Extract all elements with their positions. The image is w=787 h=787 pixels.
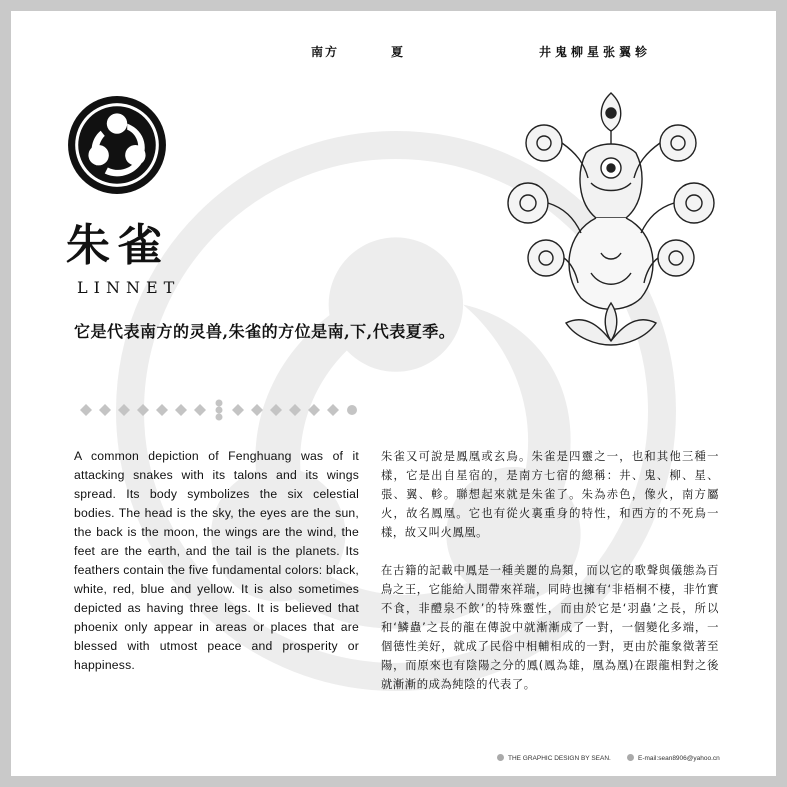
footer-credit-text: THE GRAPHIC DESIGN BY SEAN. (508, 755, 611, 762)
tomoe-mitsudomoe-icon (66, 94, 168, 196)
diamond-divider (74, 399, 364, 421)
header-direction-season (311, 43, 405, 60)
body-chinese-paragraph-2: 在古籍的記載中鳳是一種美麗的鳥類，而以它的歌聲與儀態為百鳥之王，它能給人間帶來祥瑞，同時也擁有‘非梧桐不棲，非竹實不食，非醴泉不飲’的特殊靈性，而由於它是‘羽蟲’之長，所以和‘鱗蟲’之長的龍在傳說中就漸漸成了一對，一個變化多端，一個德性美好，就成了民俗中相輔相成的一對，更由於龍象徵著至陽，而原來也有陰陽之分的鳳(鳳為雄，凰為凰)在跟龍相對之後就漸漸的成為純陰的代表了。 (381, 564, 719, 691)
footer-email-text: E-mail:sean8906@yahoo.cn (638, 755, 720, 762)
title-english: LINNET (77, 278, 181, 297)
body-chinese-paragraph-1: 朱雀又可說是鳳凰或玄鳥。朱雀是四靈之一，也和其他三種一樣，它是出自星宿的，是南方七宿的總稱：井、鬼、柳、星、張、翼、軫。聯想起來就是朱雀了。朱為赤色，像火，南方屬火，故名鳳凰。它也有從火裏重身的特性，和西方的不死鳥一樣，故又叫火鳳凰。 (381, 450, 719, 539)
slogan: 它是代表南方的灵兽,朱雀的方位是南,下,代表夏季。 (74, 322, 456, 341)
header-mansions: 井鬼柳星张翼轸 (539, 45, 652, 59)
bullet-dot-icon (497, 754, 504, 761)
title-chinese: 朱雀 (66, 220, 170, 271)
phoenix-illustration-icon (506, 83, 716, 353)
header-season: 夏 (391, 45, 406, 59)
bullet-dot-icon (627, 754, 634, 761)
footer-email (627, 754, 720, 762)
body-chinese (381, 447, 719, 694)
footer-credit (497, 754, 611, 762)
header-direction: 南方 (311, 45, 340, 59)
body-english: A common depiction of Fenghuang was of it attacking snakes with its talons and its wings spread. Its body symbolizes the six celestial bodies. The head is the sky, the eyes are the sun, the back is the moon, the wings are the wind, the feet are the earth, and the tail is the planets. Its feathers contain the five fundamental colors: black, white, red, blue and yellow. It is also sometimes depicted as having three legs. It is believed that phoenix only appear in areas or places that are blessed with utmost peace and prosperity or happiness. (74, 449, 359, 672)
poster-page (11, 11, 776, 776)
